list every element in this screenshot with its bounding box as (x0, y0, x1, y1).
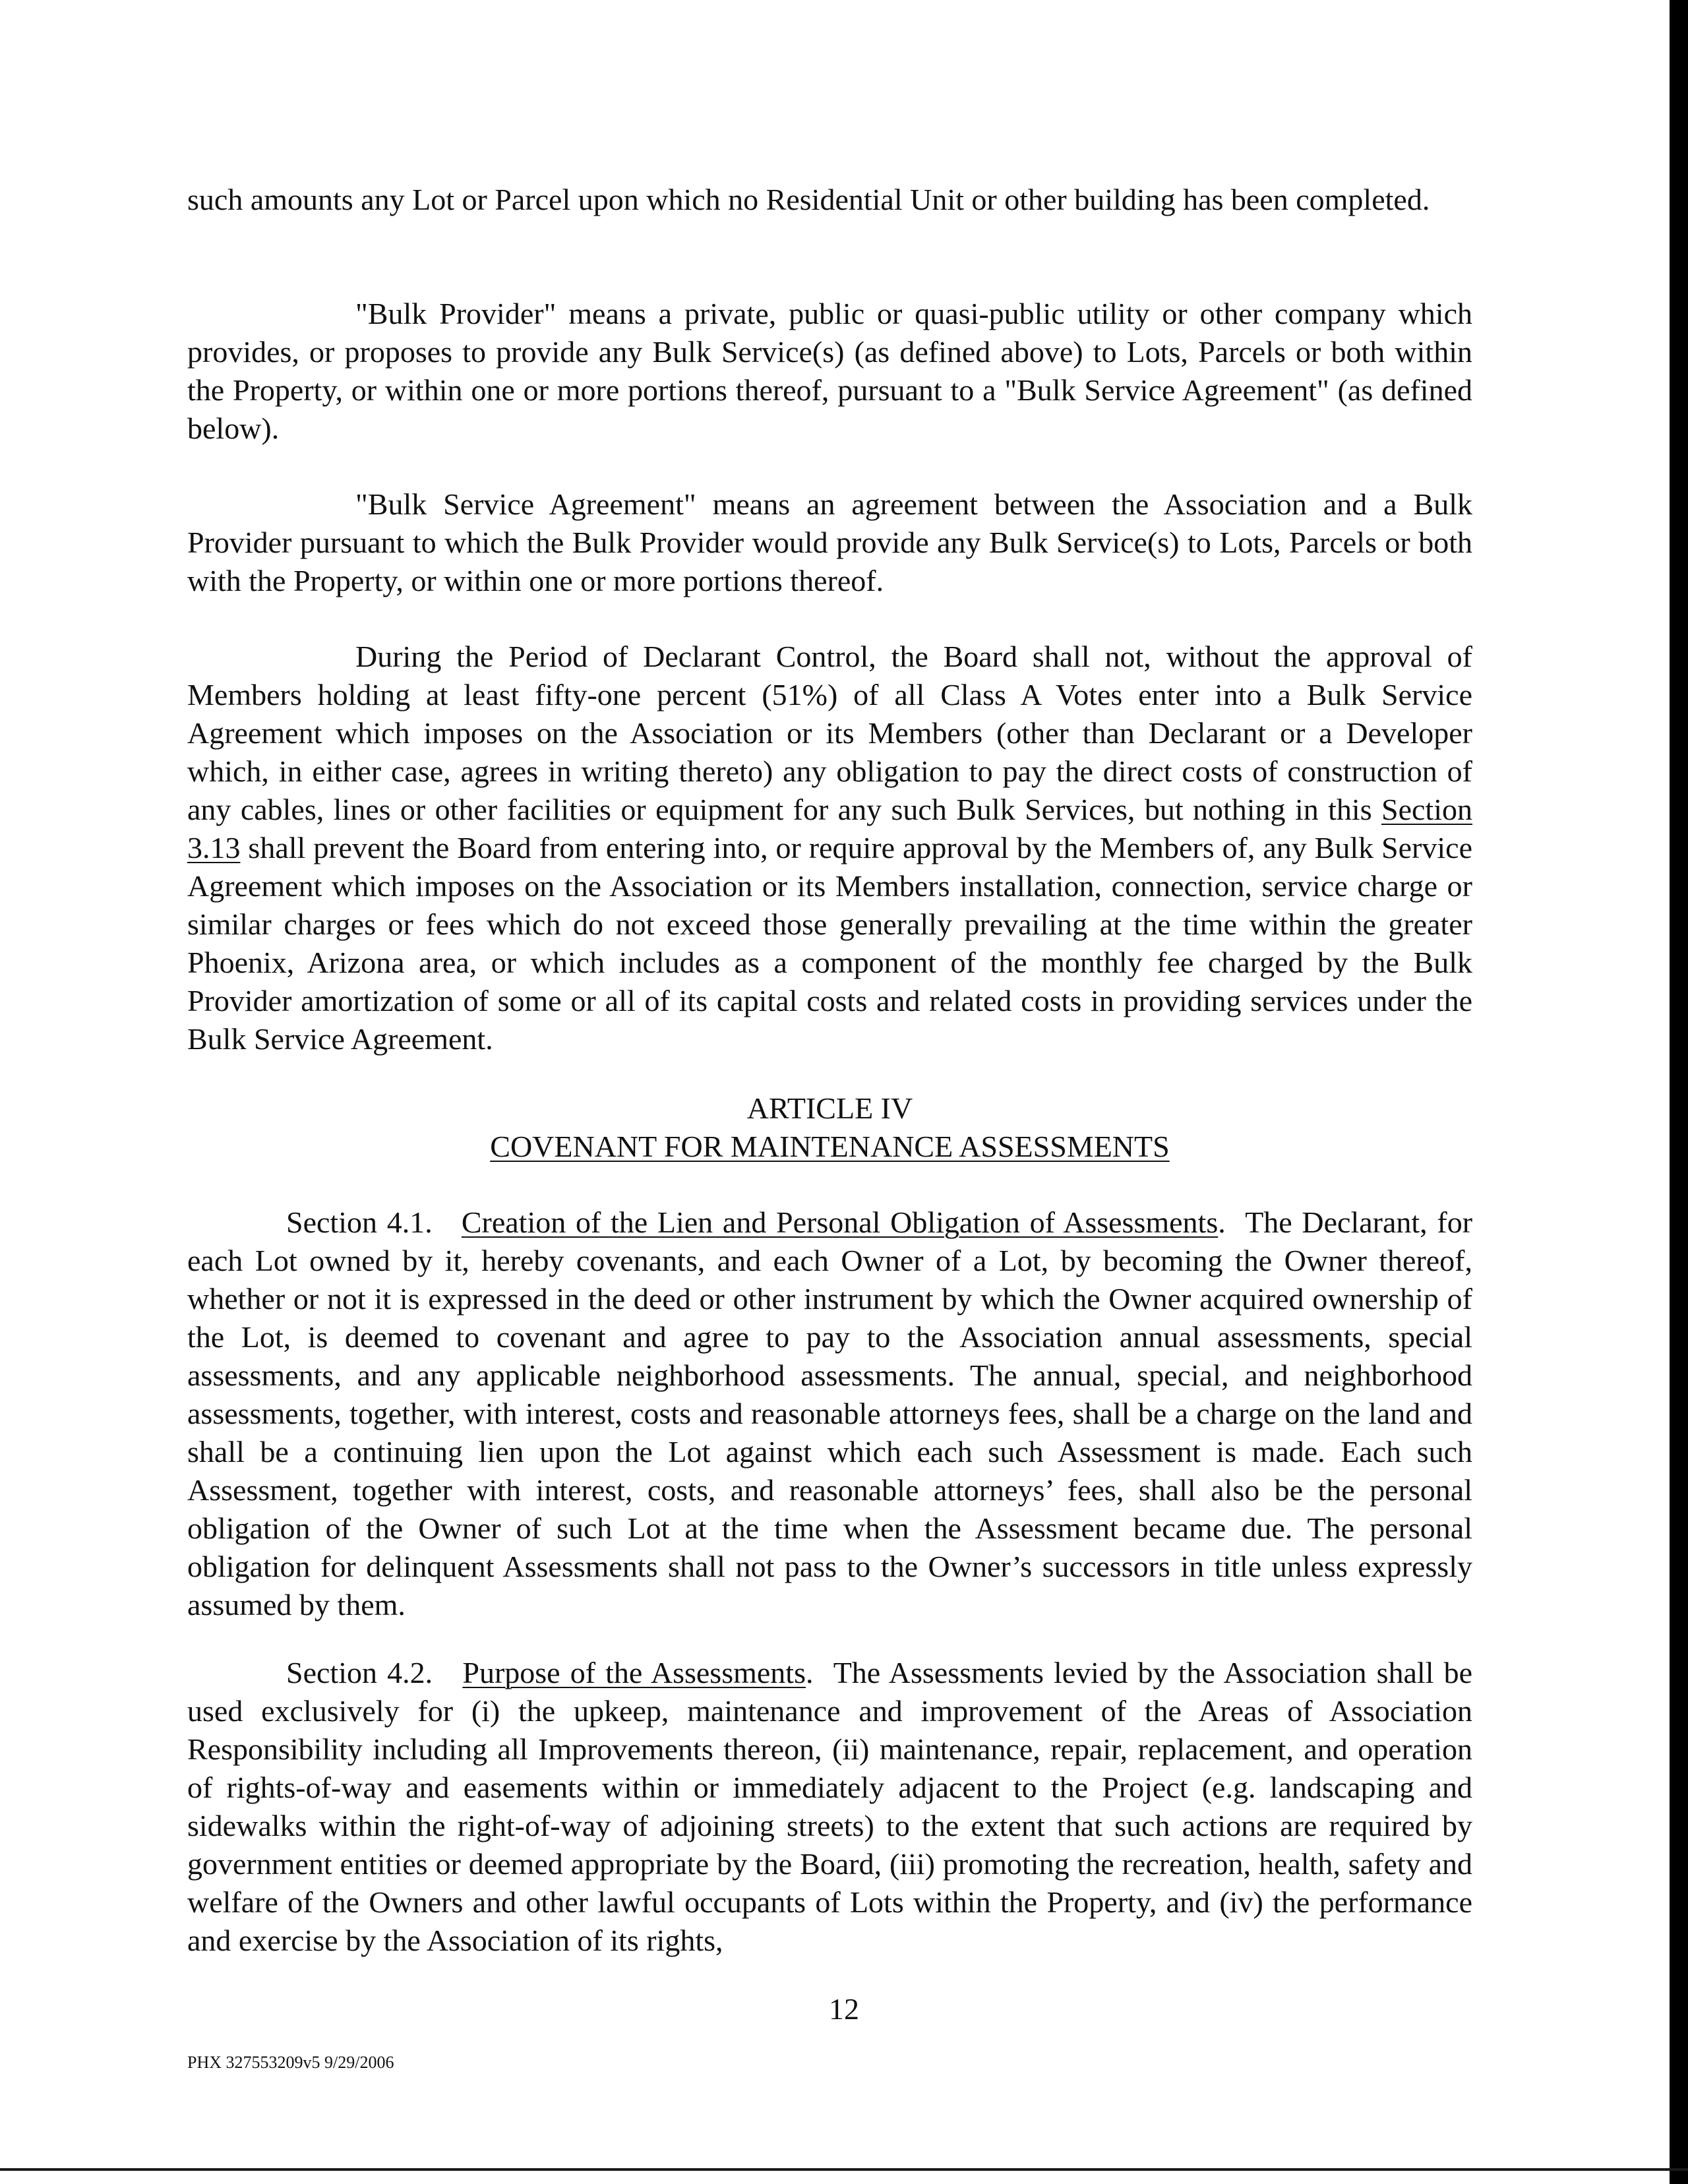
section-label: Section 4.2. (286, 1656, 433, 1689)
section-4-2: Section 4.2. Purpose of the Assessments. The Assessments levied by the Association shall be used exclusively for (i) the upkeep, maintenance and improvement of the Areas of Association Responsibility including all Improvements thereon, (ii) maintenance, repair, replacement, and operation of rights-of-way and easements within or immediately adjacent to the Project (e.g. landscaping and sidewalks within the right-of-way of adjoining streets) to the extent that such actions are required by government entities or deemed appropriate by the Board, (iii) promoting the recreation, health, safety and welfare of the Owners and other lawful occupants of Lots within the Property, and (iv) the performance and exercise by the Association of its rights, (187, 1656, 1473, 1957)
article-number (187, 1089, 1472, 1128)
paragraph-text: "Bulk Provider" means a private, public or quasi-public utility or other company which provides, or proposes to provide any Bulk Service(s) (as defined above) to Lots, Parcels or both within the Property, or within one or more portions thereof, pursuant to a "Bulk Service Agreement" (as defined below). (187, 297, 1472, 445)
section-reference: Section 3.13 (187, 793, 1472, 864)
section-heading: Creation of the Lien and Personal Obligation of Assessments (461, 1205, 1219, 1239)
paragraph-completed-lots (187, 181, 1472, 219)
section-4-1: Section 4.1. Creation of the Lien and Personal Obligation of Assessments. The Declarant, for each Lot owned by it, hereby covenants, and each Owner of a Lot, by becoming the Owner thereof, whether or not it is expressed in the deed or other instrument by which the Owner acquired ownership of the Lot, is deemed to covenant and agree to pay to the Association annual assessments, special assessments, and any applicable neighborhood assessments. The annual, special, and neighborhood assessments, together, with interest, costs and reasonable attorneys fees, shall be a charge on the land and shall be a continuing lien upon the Lot against which each such Assessment is made. Each such Assessment, together with interest, costs, and reasonable attorneys’ fees, shall also be the personal obligation of the Owner of such Lot at the time when the Assessment became due. The personal obligation for delinquent Assessments shall not pass to the Owner’s successors in title unless expressly assumed by them. (187, 1205, 1473, 1622)
article-title (187, 1128, 1472, 1166)
document-footer-id: PHX 327553209v5 9/29/2006 (187, 2053, 394, 2072)
paragraph-bulk-service-agreement (187, 485, 1472, 600)
section-label: Section 4.1. (286, 1205, 433, 1239)
article-title-text: COVENANT FOR MAINTENANCE ASSESSMENTS (490, 1130, 1170, 1163)
page-number: 12 (829, 1992, 859, 2026)
scan-border-right (1670, 0, 1688, 2184)
paragraph-text: During the Period of Declarant Control, the Board shall not, without the approval of Members holding at least fifty-one percent (51%) of all Class A Votes enter into a Bulk Service Agreement which imposes on the Association or its Members (other than Declarant or a Developer which, in either case, agrees in writing thereto) any obligation to pay the direct costs of construction of any cables, lines or other facilities or equipment for any such Bulk Services, but nothing in this (187, 640, 1472, 826)
paragraph-text: "Bulk Service Agreement" means an agreement between the Association and a Bulk Provider pursuant to which the Bulk Provider would provide any Bulk Service(s) to Lots, Parcels or both with the Property, or within one or more portions thereof. (187, 487, 1472, 597)
section-heading: Purpose of the Assessments (462, 1656, 806, 1689)
paragraph-declarant-control (187, 638, 1472, 1058)
section-body: The Assessments levied by the Association shall be used exclusively for (i) the upkeep, maintenance and improvement of the Areas of Association Responsibility including all Improvements thereon, (ii) maintenance, repair, replacement, and operation of rights-of-way and easements within or immediately adjacent to the Project (e.g. landscaping and sidewalks within the right-of-way of adjoining streets) to the extent that such actions are required by government entities or deemed appropriate by the Board, (iii) promoting the recreation, health, safety and welfare of the Owners and other lawful occupants of Lots within the Property, and (iv) the performance and exercise by the Association of its rights, (187, 1656, 1473, 1957)
paragraph-bulk-provider (187, 295, 1472, 448)
paragraph-text: such amounts any Lot or Parcel upon which no Residential Unit or other building has been completed. (187, 183, 1430, 216)
scan-border-bottom (0, 2168, 1688, 2171)
section-body: The Declarant, for each Lot owned by it, hereby covenants, and each Owner of a Lot, by becoming the Owner thereof, whether or not it is expressed in the deed or other instrument by which the Owner acquired ownership of the Lot, is deemed to covenant and agree to pay to the Association annual assessments, special assessments, and any applicable neighborhood assessments. The annual, special, and neighborhood assessments, together, with interest, costs and reasonable attorneys fees, shall be a charge on the land and shall be a continuing lien upon the Lot against which each such Assessment is made. Each such Assessment, together with interest, costs, and reasonable attorneys’ fees, shall also be the personal obligation of the Owner of such Lot at the time when the Assessment became due. The personal obligation for delinquent Assessments shall not pass to the Owner’s successors in title unless expressly assumed by them. (187, 1205, 1473, 1622)
article-number-text: ARTICLE IV (746, 1091, 913, 1125)
paragraph-text: shall prevent the Board from entering into, or require approval by the Members of, any Bulk Service Agreement which imposes on the Association or its Members installation, connection, service charge or similar charges or fees which do not exceed those generally prevailing at the time within the greater Phoenix, Arizona area, or which includes as a component of the monthly fee charged by the Bulk Provider amortization of some or all of its capital costs and related costs in providing services under the Bulk Service Agreement. (187, 831, 1472, 1056)
